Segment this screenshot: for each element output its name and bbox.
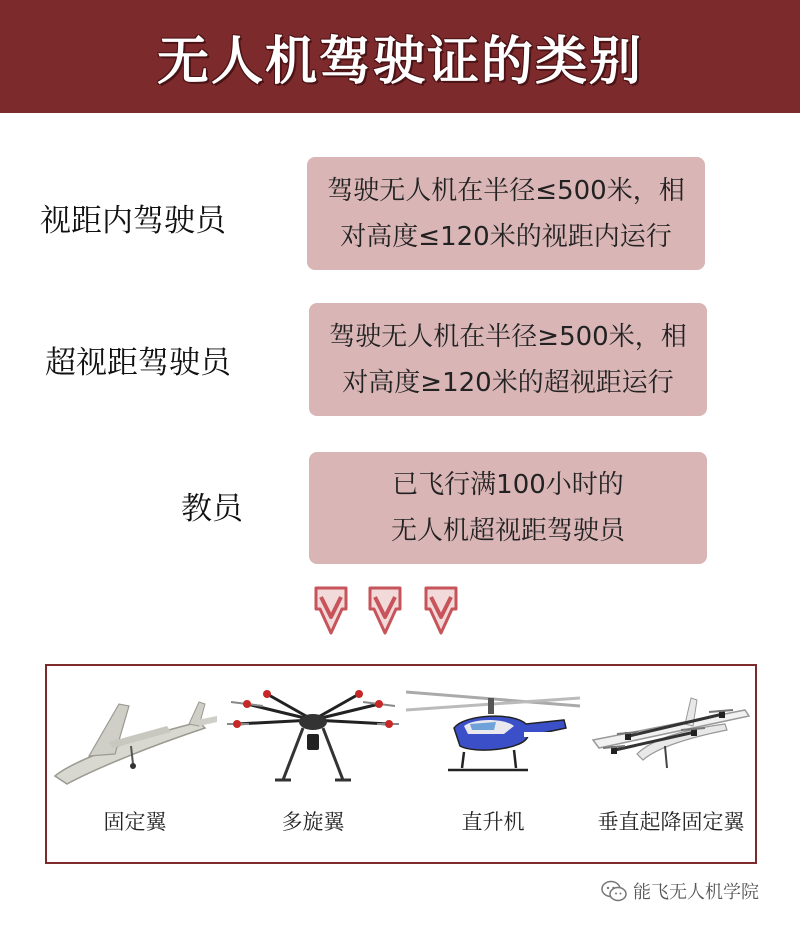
category-row-instructor bbox=[0, 452, 800, 567]
header-banner bbox=[0, 0, 800, 113]
aircraft-fixed-wing bbox=[49, 666, 221, 862]
down-arrow-icon bbox=[312, 585, 350, 637]
aircraft-multirotor bbox=[227, 666, 399, 862]
description-line: 对高度≥120米的超视距运行 bbox=[342, 367, 674, 398]
category-label: 视距内驾驶员 bbox=[40, 203, 226, 239]
category-description bbox=[309, 303, 707, 416]
watermark-text: 能飞无人机学院 bbox=[633, 882, 759, 903]
helicopter-icon bbox=[404, 684, 582, 794]
aircraft-label: 直升机 bbox=[461, 810, 525, 834]
vtol-fixed-wing-drone-icon bbox=[585, 684, 757, 794]
watermark bbox=[601, 877, 759, 905]
aircraft-label: 多旋翼 bbox=[281, 810, 345, 834]
description-line: 驾驶无人机在半径≥500米，相 bbox=[329, 321, 687, 352]
aircraft-gallery bbox=[45, 664, 757, 864]
down-arrows bbox=[0, 585, 800, 640]
description-line: 无人机超视距驾驶员 bbox=[390, 516, 625, 546]
multirotor-drone-icon bbox=[227, 684, 399, 794]
aircraft-helicopter bbox=[404, 666, 582, 862]
description-line: 驾驶无人机在半径≤500米，相 bbox=[327, 175, 685, 206]
aircraft-vtol-fixed-wing bbox=[585, 666, 757, 862]
category-description bbox=[309, 452, 707, 564]
wechat-icon bbox=[601, 879, 627, 903]
category-label: 教员 bbox=[181, 491, 243, 527]
description-line: 对高度≤120米的视距内运行 bbox=[340, 221, 672, 252]
category-description bbox=[307, 157, 705, 270]
description-line: 已飞行满100小时的 bbox=[392, 470, 624, 500]
aircraft-label: 固定翼 bbox=[103, 810, 167, 834]
category-row-beyond-line-of-sight bbox=[0, 303, 800, 418]
category-row-line-of-sight bbox=[0, 157, 800, 272]
fixed-wing-drone-icon bbox=[49, 684, 221, 794]
category-label: 超视距驾驶员 bbox=[45, 345, 231, 381]
page-title: 无人机驾驶证的类别 bbox=[156, 32, 643, 92]
down-arrow-icon bbox=[366, 585, 404, 637]
down-arrow-icon bbox=[422, 585, 460, 637]
aircraft-label: 垂直起降固定翼 bbox=[597, 810, 745, 834]
